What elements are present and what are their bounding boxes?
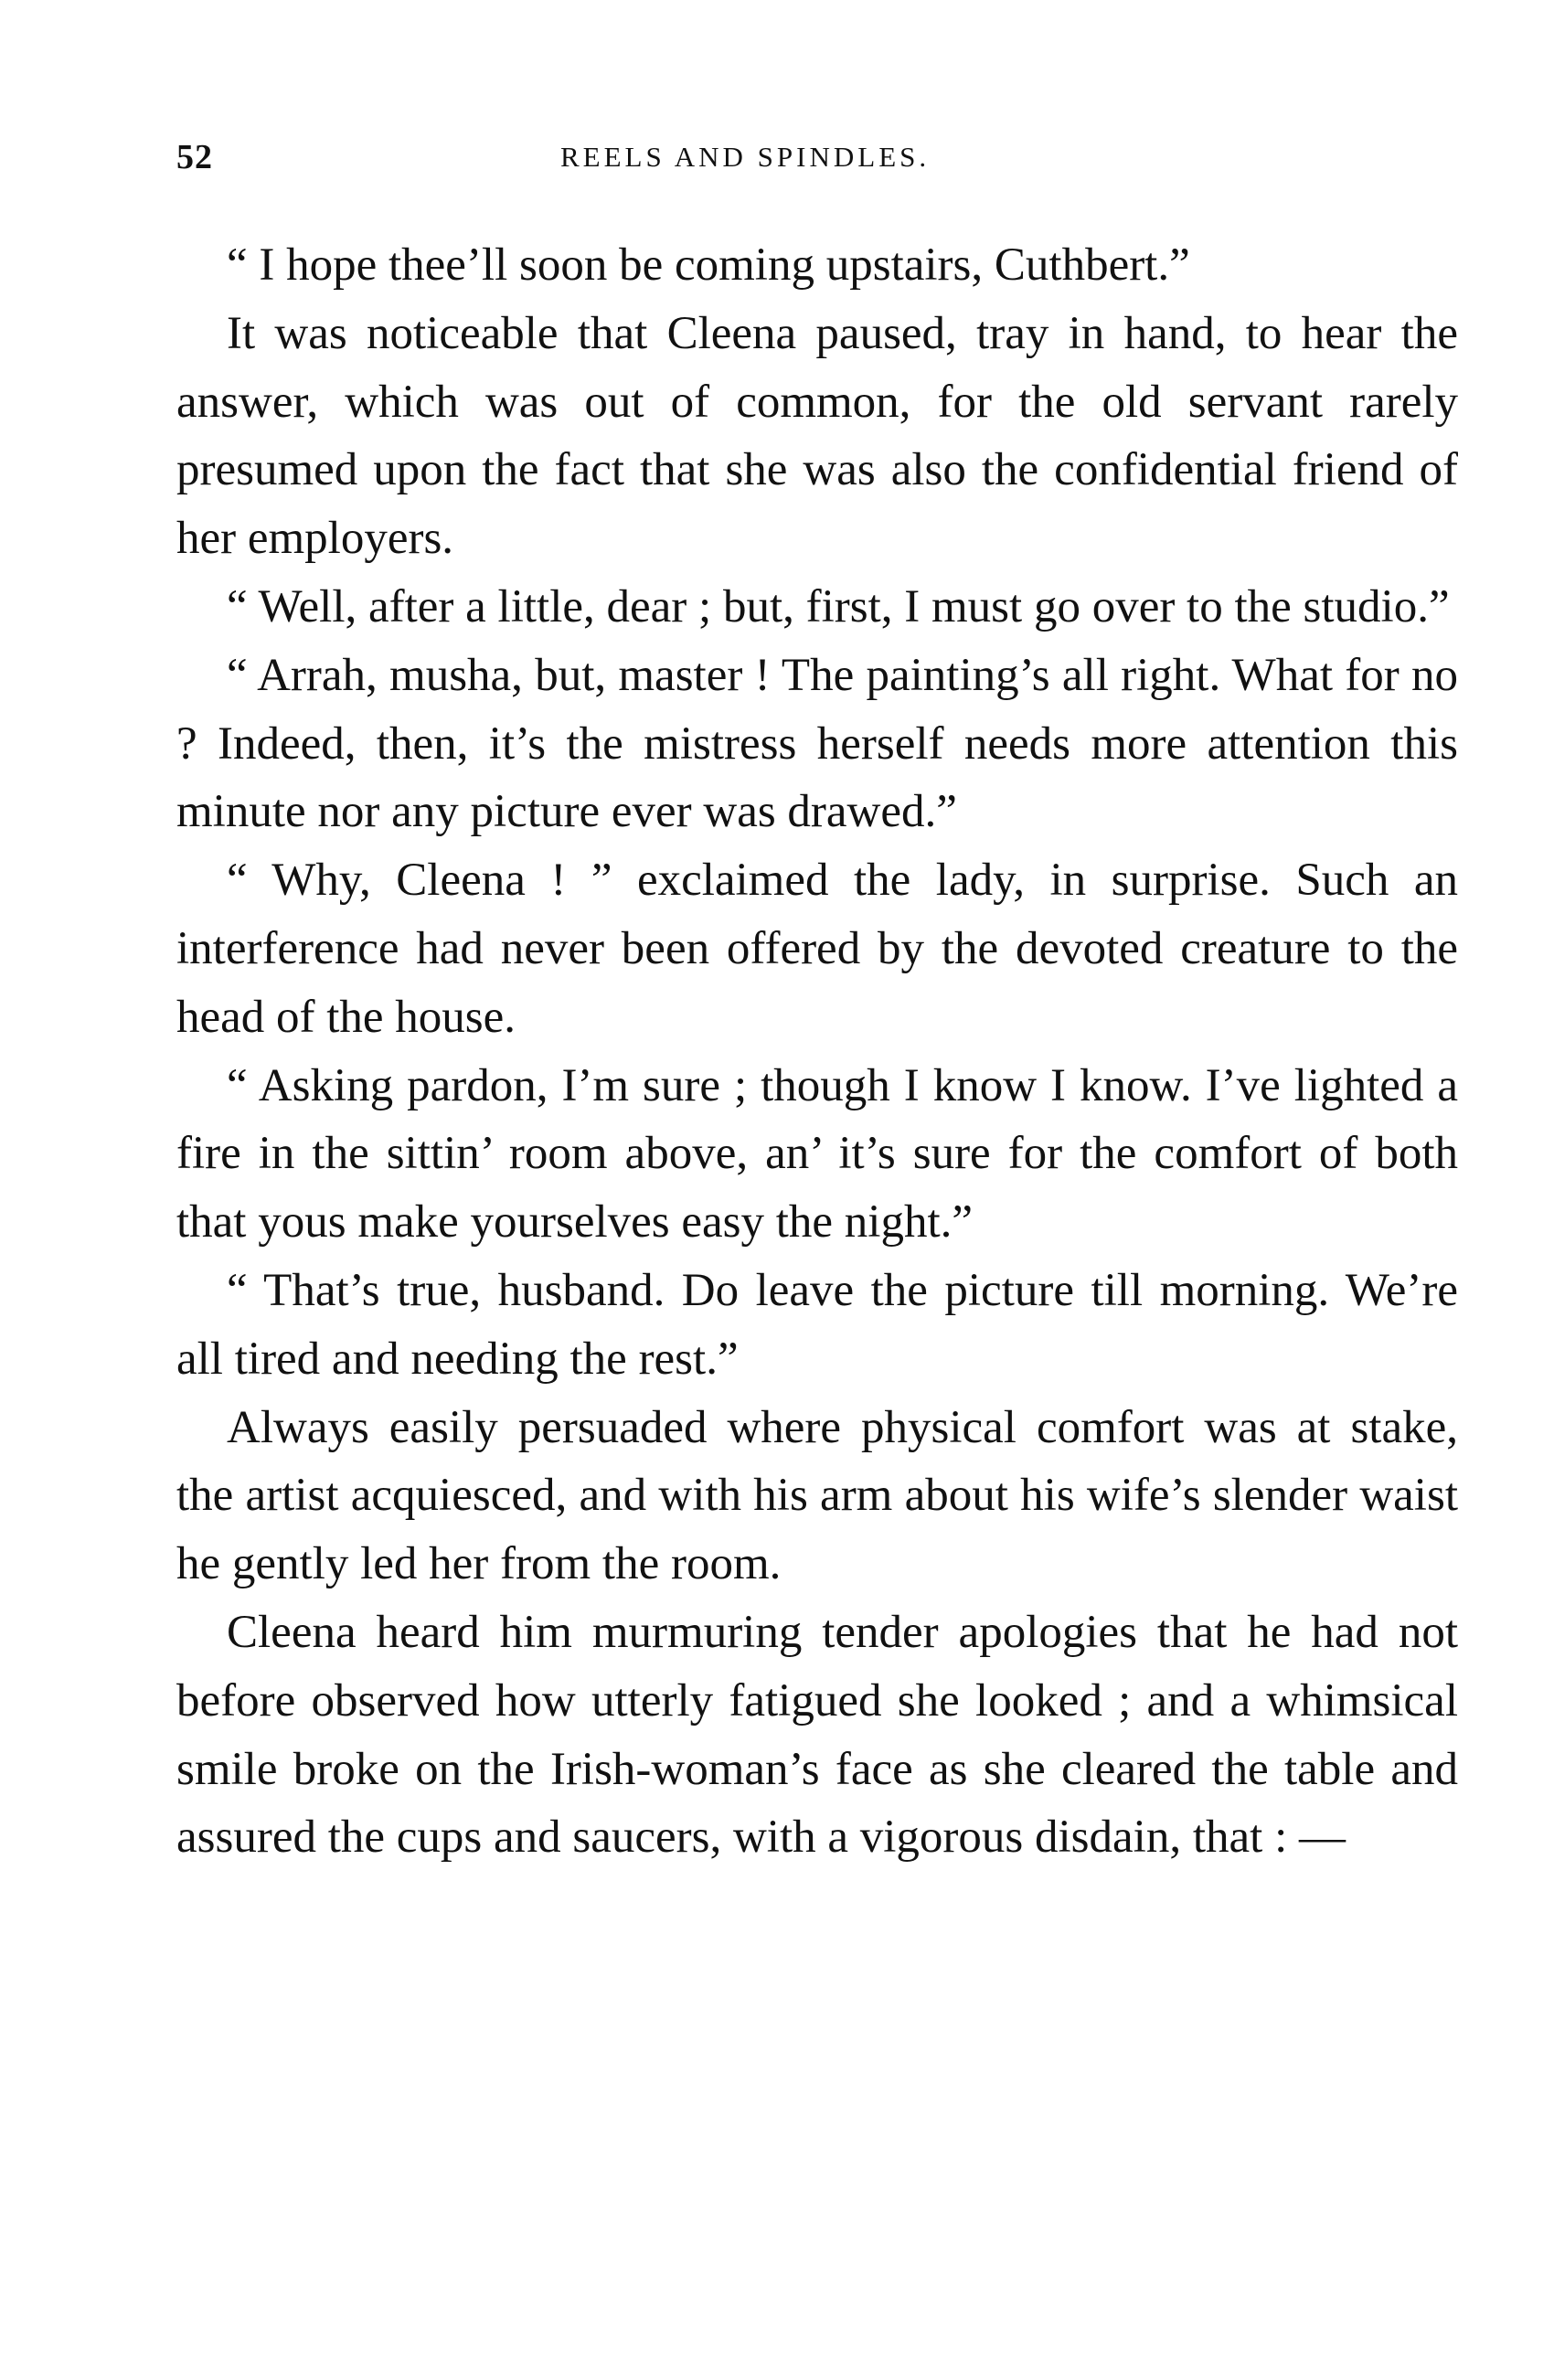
running-head (176, 137, 1458, 183)
paragraph-9: Cleena heard him murmuring tender apologies that he had not before observed how utterly fatigued she looked ; and a whimsical smile broke on the Irish-woman’s face as she cleared the table and assured the cups and saucers, with a vigorous disdain, that : — (176, 1606, 1458, 1864)
paragraph-3: “ Well, after a little, dear ; but, first, I must go over to the studio.” (227, 580, 1450, 632)
running-title: REELS AND SPINDLES. (560, 141, 931, 173)
paragraph-8: Always easily persuaded where physical comfort was at stake, the artist acquiesced, and with his arm about his wife’s slender waist he gently led her from the room. (176, 1401, 1458, 1590)
paragraph-7: “ That’s true, husband. Do leave the picture till morning. We’re all tired and needing the rest.” (176, 1264, 1458, 1385)
page-number: 52 (176, 138, 213, 176)
body-text (176, 231, 1458, 1872)
paragraph-1: “ I hope thee’ll soon be coming upstairs, Cuthbert.” (227, 239, 1190, 291)
paragraph-6: “ Asking pardon, I’m sure ; though I know I know. I’ve lighted a fire in the sittin’ room above, an’ it’s sure for the comfort of both that yous make yourselves easy the night.” (176, 1059, 1458, 1248)
paragraph-4: “ Arrah, musha, but, master ! The painting’s all right. What for no ? Indeed, then, it’s the mistress herself needs more attention this minute nor any picture ever was drawed.” (176, 649, 1458, 838)
paragraph-5: “ Why, Cleena ! ” exclaimed the lady, in surprise. Such an interference had never been offered by the devoted creature to the head of the house. (176, 855, 1458, 1043)
paragraph-2: It was noticeable that Cleena paused, tray in hand, to hear the answer, which was out of common, for the old servant rarely presumed upon the fact that she was also the confidential friend of her employers. (176, 307, 1458, 565)
